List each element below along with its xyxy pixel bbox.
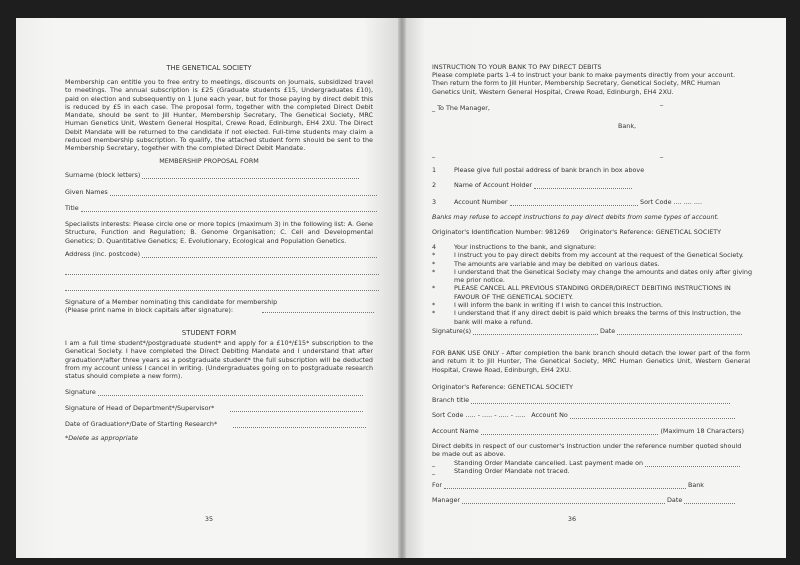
head-signature-label: Signature of Head of Department*/Supervisor* xyxy=(65,404,215,412)
sort-code-account-field[interactable] xyxy=(432,411,737,419)
account-holder-field[interactable] xyxy=(432,181,634,189)
instruction-text: The amounts are variable and may be debited on various dates. xyxy=(454,259,660,268)
given-names-label: Given Names xyxy=(65,188,108,196)
for-label: For xyxy=(432,481,442,489)
account-holder-label: Name of Account Holder xyxy=(454,181,533,189)
not-traced-label: Standing Order Mandate not traced. xyxy=(454,467,570,475)
instruction-text: I understand that if any direct debit is paid which breaks the terms of this Instruction, the bank will make a refund. xyxy=(454,309,741,326)
bank-label: Bank, xyxy=(618,122,637,130)
intro-paragraph: Membership can entitle you to free entry to meetings, discounts on Journals, subsidized travel to meetings. The annual subscription is £25 (Graduate students £15, Undergraduates £10), paid on election and subsequently on 1 June each year, but for those paying by direct debit this is reduced by £5 in each case. The proposal form, together with the completed Direct Debit Mandate, should be sent to Jill Hunter, Membership Secretary, The Genetical Society, MRC Human Genetics Unit, Western General Hospital, Crewe Road, Edinburgh, EH4 2XU. The Direct Debit Mandate will be returned to the candidate if not elected. Full-time students may claim a reduced membership subscription. To qualify, the attached student form should be sent to the Membership Secretary, together with the completed Direct Debit Mandate. xyxy=(65,78,373,153)
bullet: * xyxy=(432,284,436,293)
max-chars-note: (Maximum 18 Characters) xyxy=(660,427,744,435)
originator-reference: Originator's Reference: GENETICAL SOCIETY xyxy=(580,228,722,236)
page-number: 35 xyxy=(204,515,214,523)
book-gutter xyxy=(398,18,406,558)
item-1 xyxy=(432,166,644,174)
bullet: * xyxy=(432,309,436,318)
instruction-text: I instruct you to pay direct debits from my account at the request of the Genetical Society. xyxy=(454,251,744,260)
branch-title-label: Branch title xyxy=(432,396,470,404)
student-form-heading: STUDENT FORM xyxy=(181,329,237,337)
society-title: THE GENETICAL SOCIETY xyxy=(166,64,252,72)
item-text: Your instructions to the bank, and signature: xyxy=(454,243,597,251)
page-36 xyxy=(402,18,786,558)
head-signature-field[interactable] xyxy=(65,404,365,412)
signature-date-field[interactable] xyxy=(432,327,744,335)
graduation-date-label: Date of Graduation*/Date of Starting Research* xyxy=(65,420,218,428)
page-number: 36 xyxy=(567,515,577,523)
date-label: Date xyxy=(666,496,683,504)
item-number: 3 xyxy=(432,198,437,206)
account-number-label: Account Number xyxy=(454,198,508,206)
manager-label: Manager xyxy=(432,496,461,504)
to-manager: _ To The Manager, xyxy=(432,104,490,112)
nominator-signature-line[interactable] xyxy=(262,305,374,313)
bullet: * xyxy=(432,301,436,310)
given-names-field[interactable] xyxy=(65,188,379,196)
item-number: 4 xyxy=(432,243,437,251)
item-number: 2 xyxy=(432,181,437,189)
title-field[interactable] xyxy=(65,204,379,212)
for-bank-field[interactable] xyxy=(432,481,704,489)
instruction-text: I will inform the bank in writing if I wish to cancel this Instruction. xyxy=(454,301,663,310)
bank-use-paragraph: FOR BANK USE ONLY - After completion the bank branch should detach the lower part of the form and return it to Jill Hunter, The Genetical Society, MRC Human Genetics Unit, Western General Hospital, Crewe Road, Edinburgh, EH4 2XU. xyxy=(432,349,750,374)
instruction-text: PLEASE CANCEL ALL PREVIOUS STANDING ORDER/DIRECT DEBITING INSTRUCTIONS IN FAVOUR OF THE GENETICAL SOCIETY. xyxy=(454,284,731,301)
sort-code-label: Sort Code .... .... .... xyxy=(640,198,702,206)
bank-label: Bank xyxy=(687,481,704,489)
surname-label: Surname (block letters) xyxy=(65,171,141,179)
address-line-3[interactable] xyxy=(65,283,379,291)
cancelled-label: Standing Order Mandate cancelled. Last payment made on xyxy=(454,459,644,467)
direct-debits-note: Direct debits in respect of our customer's Instruction under the reference number quoted should be made out as above. xyxy=(432,442,742,459)
page-35 xyxy=(16,18,402,558)
student-form-text: I am a full time student*/postgraduate student* and apply for a £10*/£15* subscription to the Genetical Society. I have completed the Direct Debiting Mandate and I understand that after graduation*/after three years as a postgraduate student* the full subscription will be deducted from my account unless I cancel in writing. (Undergraduates going on to postgraduate research status should complete a new form). xyxy=(65,339,373,381)
title-label: Title xyxy=(65,204,79,212)
signature-label: Signature xyxy=(65,388,96,396)
box-corner-mark: _ xyxy=(432,150,436,158)
surname-field[interactable] xyxy=(65,171,361,179)
account-number-field[interactable] xyxy=(432,198,702,206)
bullet: * xyxy=(432,267,436,276)
banks-may-refuse-note: Banks may refuse to accept instructions to pay direct debits from some types of account. xyxy=(432,213,720,221)
instruction-heading: INSTRUCTION TO YOUR BANK TO PAY DIRECT DEBITS xyxy=(432,63,602,71)
instruction-intro: Please complete parts 1-4 to instruct your bank to make payments directly from your account. Then return the form to Jill Hunter, Membership Secretary, Genetical Society, MRC Human Genetics Unit, Western General Hospital, Crewe Road, Edinburgh, EH4 2XU. xyxy=(432,71,736,96)
nominator-label-1: Signature of a Member nominating this candidate for membership xyxy=(65,298,278,306)
delete-note: *Delete as appropriate xyxy=(65,434,138,442)
checkbox-mark: _ xyxy=(432,459,436,467)
proposal-heading: MEMBERSHIP PROPOSAL FORM xyxy=(159,157,259,165)
sort-code-label: Sort Code ..... - ..... - ..... - ..... xyxy=(432,411,526,419)
graduation-date-field[interactable] xyxy=(65,420,368,428)
student-signature-field[interactable] xyxy=(65,388,365,396)
interests-text: Specialists interests: Please circle one or more topics (maximum 3) in the following list: A. Gene Structure, Function and Regulation; B. Genome Organisation; C. Cell and Developmental Genetics; D. Quantitative Genetics; E. Evolutionary, Ecological and Population Genetics. xyxy=(65,220,373,245)
bullet: * xyxy=(432,251,436,260)
originator-reference-2: Originator's Reference: GENETICAL SOCIETY xyxy=(432,383,574,391)
address-label: Address (inc. postcode) xyxy=(65,250,141,258)
item-text: Please give full postal address of bank branch in box above xyxy=(454,166,645,174)
box-corner-mark: _ xyxy=(660,98,664,106)
instruction-text: I understand that the Genetical Society may change the amounts and dates only after giving me prior notice. xyxy=(454,267,753,285)
checkbox-mark: _ xyxy=(432,467,436,475)
branch-title-field[interactable] xyxy=(432,396,732,404)
account-name-field[interactable] xyxy=(432,427,744,435)
item-number: 1 xyxy=(432,166,437,174)
box-corner-mark: _ xyxy=(660,150,664,158)
originator-id: Originator's Identification Number: 981269 xyxy=(432,228,570,236)
mandate-not-traced-option[interactable] xyxy=(432,467,570,475)
account-name-label: Account Name xyxy=(432,427,479,435)
nominator-label-2: (Please print name in block capitals after signature): xyxy=(65,306,234,314)
account-no-label: Account No xyxy=(531,411,568,419)
instructions-list xyxy=(432,243,752,326)
bullet: * xyxy=(432,259,436,268)
address-field[interactable] xyxy=(65,250,379,258)
signatures-label: Signature(s) xyxy=(432,327,472,335)
date-label: Date xyxy=(599,327,616,335)
manager-date-field[interactable] xyxy=(432,496,737,504)
address-line-2[interactable] xyxy=(65,267,379,275)
